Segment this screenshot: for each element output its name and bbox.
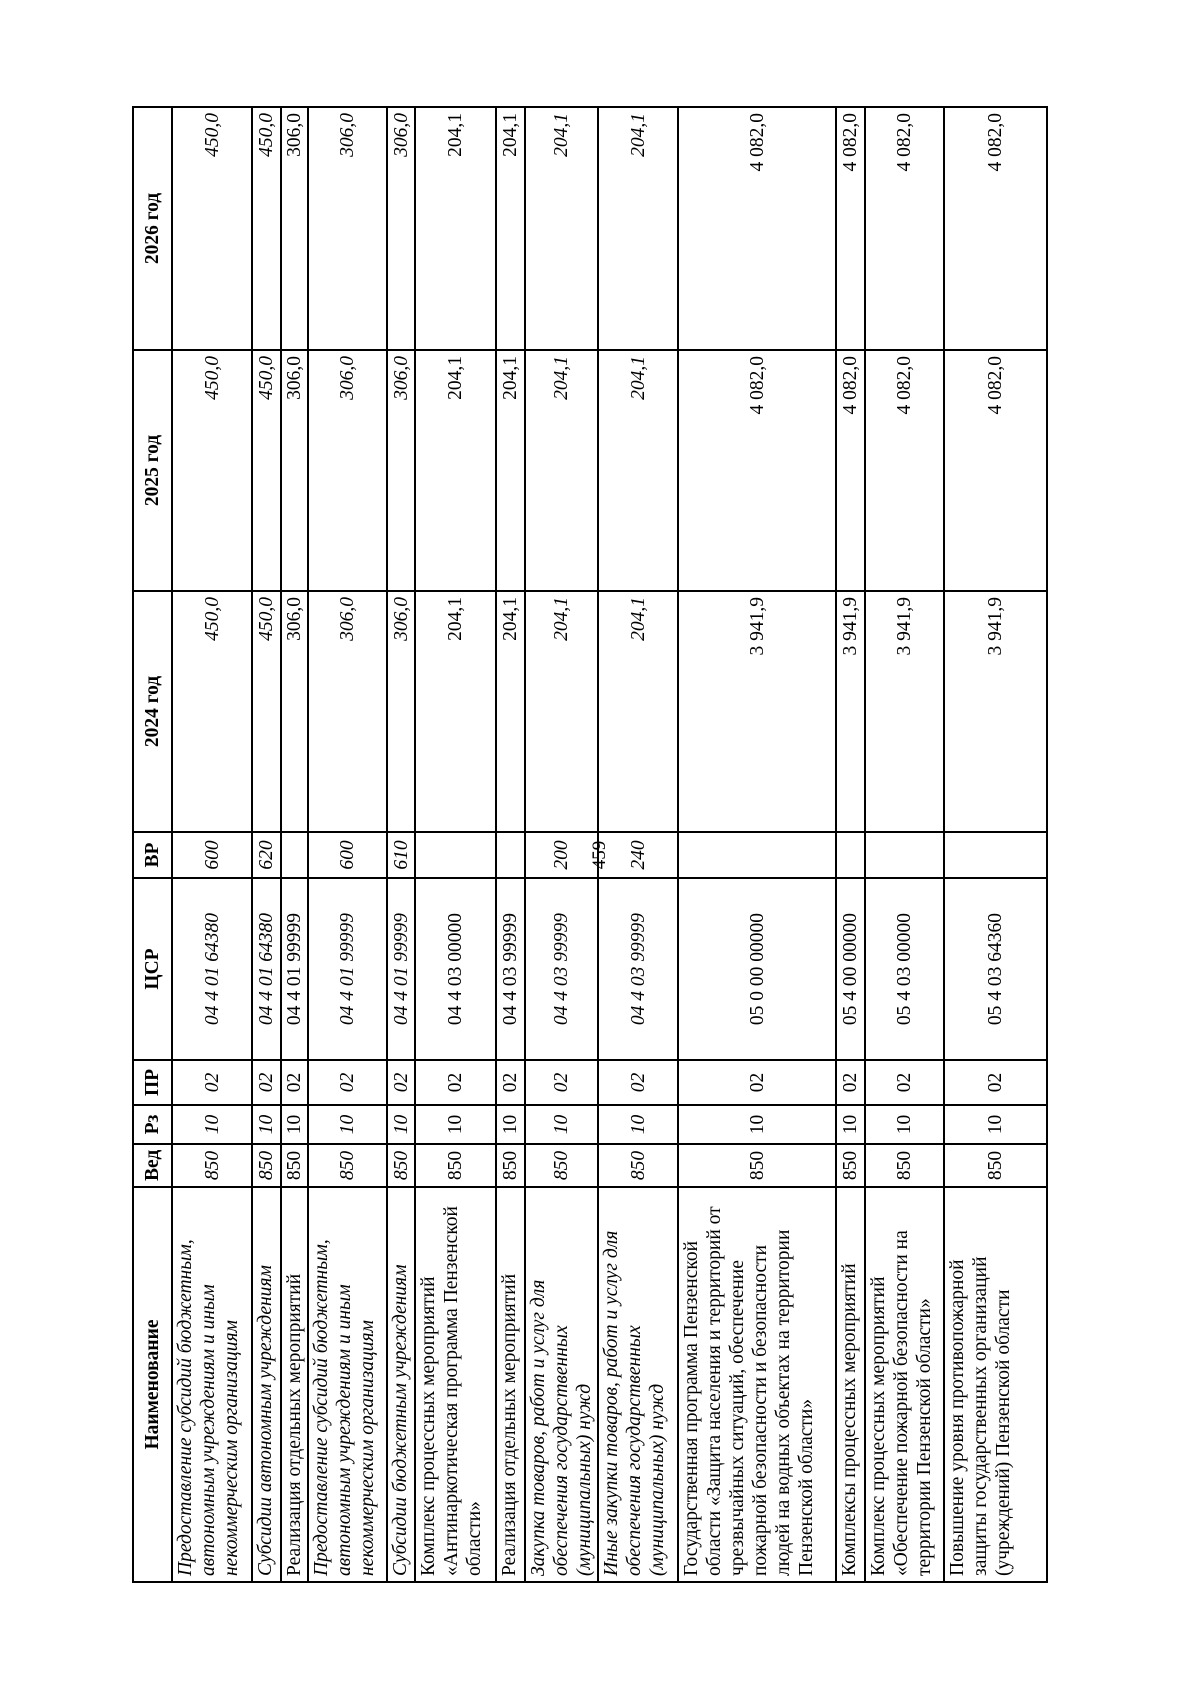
- row-2024: 3 941,9: [836, 591, 865, 832]
- row-2026: 4 082,0: [836, 107, 865, 350]
- row-2025: 450,0: [172, 350, 252, 591]
- row-pr: 02: [525, 1060, 598, 1105]
- row-name: Комплекс процессных мероприятий «Обеспечение пожарной безопасности на территории Пензенской области»: [865, 1187, 944, 1582]
- row-ved: 850: [308, 1144, 387, 1187]
- row-pr: 02: [172, 1060, 252, 1105]
- header-csr: ЦСР: [133, 878, 172, 1060]
- row-2026: 450,0: [252, 107, 281, 350]
- header-rz: Рз: [133, 1105, 172, 1144]
- row-2026: 450,0: [172, 107, 252, 350]
- row-csr: 04 4 03 99999: [525, 878, 598, 1060]
- row-csr: 05 4 03 64360: [944, 878, 1047, 1060]
- page-number: 459: [589, 840, 610, 870]
- row-name: Комплекс процессных мероприятий «Антинаркотическая программа Пензенской области»: [415, 1187, 496, 1582]
- row-name: Предоставление субсидий бюджетным, автономным учреждениям и иным некоммерческим организациям: [172, 1187, 252, 1582]
- row-rz: 10: [598, 1105, 678, 1144]
- table-row: [172, 107, 252, 1582]
- table-row: [836, 107, 865, 1582]
- row-csr: 04 4 01 99999: [308, 878, 387, 1060]
- row-2025: 4 082,0: [836, 350, 865, 591]
- row-2025: 4 082,0: [944, 350, 1047, 591]
- row-csr: 05 4 03 00000: [865, 878, 944, 1060]
- row-2024: 204,1: [496, 591, 525, 832]
- row-name: Комплексы процессных мероприятий: [836, 1187, 865, 1582]
- row-2026: 204,1: [525, 107, 598, 350]
- row-ved: 850: [944, 1144, 1047, 1187]
- row-ved: 850: [865, 1144, 944, 1187]
- row-rz: 10: [281, 1105, 308, 1144]
- row-2026: 204,1: [598, 107, 678, 350]
- row-name: Государственная программа Пензенской области «Защита населения и территорий от чрезвычайных ситуаций, обеспечение пожарной безопасности и безопасности людей на водных объектах на территории Пензенской области»: [678, 1187, 836, 1582]
- row-pr: 02: [308, 1060, 387, 1105]
- row-csr: 05 4 00 00000: [836, 878, 865, 1060]
- table-row: [525, 107, 598, 1582]
- row-pr: 02: [836, 1060, 865, 1105]
- row-ved: 850: [281, 1144, 308, 1187]
- row-2024: 3 941,9: [944, 591, 1047, 832]
- row-2025: 204,1: [598, 350, 678, 591]
- row-name: Реализация отдельных мероприятий: [281, 1187, 308, 1582]
- row-rz: 10: [944, 1105, 1047, 1144]
- row-2026: 4 082,0: [678, 107, 836, 350]
- row-2024: 3 941,9: [678, 591, 836, 832]
- row-pr: 02: [598, 1060, 678, 1105]
- row-pr: 02: [865, 1060, 944, 1105]
- row-vr: [865, 832, 944, 878]
- row-csr: 04 4 03 99999: [496, 878, 525, 1060]
- row-csr: 04 4 01 99999: [281, 878, 308, 1060]
- row-ved: 850: [678, 1144, 836, 1187]
- row-name: Предоставление субсидий бюджетным, автономным учреждениям и иным некоммерческим организациям: [308, 1187, 387, 1582]
- table-row: [308, 107, 387, 1582]
- row-vr: 600: [172, 832, 252, 878]
- row-ved: 850: [836, 1144, 865, 1187]
- row-vr: 200: [525, 832, 598, 878]
- row-rz: 10: [415, 1105, 496, 1144]
- row-vr: [415, 832, 496, 878]
- row-rz: 10: [308, 1105, 387, 1144]
- row-2024: 450,0: [172, 591, 252, 832]
- row-name: Повышение уровня противопожарной защиты государственных организаций (учреждений) Пензенской области: [944, 1187, 1047, 1582]
- row-name: Закупка товаров, работ и услуг для обеспечения государственных (муниципальных) нужд: [525, 1187, 598, 1582]
- row-ved: 850: [415, 1144, 496, 1187]
- row-ved: 850: [387, 1144, 415, 1187]
- row-vr: [836, 832, 865, 878]
- header-row: [133, 107, 172, 1582]
- row-pr: 02: [415, 1060, 496, 1105]
- header-2024: 2024 год: [133, 591, 172, 832]
- row-2025: 204,1: [525, 350, 598, 591]
- table-row: [598, 107, 678, 1582]
- row-2026: 306,0: [281, 107, 308, 350]
- table-row: [944, 107, 1047, 1582]
- row-pr: 02: [678, 1060, 836, 1105]
- header-2026: 2026 год: [133, 107, 172, 350]
- row-2026: 306,0: [308, 107, 387, 350]
- budget-table: [132, 106, 1048, 1583]
- row-ved: 850: [598, 1144, 678, 1187]
- row-rz: 10: [252, 1105, 281, 1144]
- row-pr: 02: [281, 1060, 308, 1105]
- row-name: Реализация отдельных мероприятий: [496, 1187, 525, 1582]
- header-vr: ВР: [133, 832, 172, 878]
- header-pr: ПР: [133, 1060, 172, 1105]
- row-ved: 850: [172, 1144, 252, 1187]
- row-2024: 204,1: [525, 591, 598, 832]
- row-2025: 306,0: [387, 350, 415, 591]
- table-row: [252, 107, 281, 1582]
- row-rz: 10: [836, 1105, 865, 1144]
- row-vr: [944, 832, 1047, 878]
- row-name: Субсидии автономным учреждениям: [252, 1187, 281, 1582]
- row-rz: 10: [387, 1105, 415, 1144]
- row-vr: [281, 832, 308, 878]
- row-vr: 620: [252, 832, 281, 878]
- row-vr: 600: [308, 832, 387, 878]
- row-ved: 850: [252, 1144, 281, 1187]
- row-csr: 04 4 03 00000: [415, 878, 496, 1060]
- row-vr: [678, 832, 836, 878]
- row-pr: 02: [944, 1060, 1047, 1105]
- row-csr: 04 4 01 64380: [252, 878, 281, 1060]
- row-csr: 04 4 01 99999: [387, 878, 415, 1060]
- table-row: [865, 107, 944, 1582]
- row-2025: 450,0: [252, 350, 281, 591]
- header-name: Наименование: [133, 1187, 172, 1582]
- row-2024: 3 941,9: [865, 591, 944, 832]
- row-csr: 04 4 01 64380: [172, 878, 252, 1060]
- row-2026: 4 082,0: [865, 107, 944, 350]
- table-row: [496, 107, 525, 1582]
- table-row: [415, 107, 496, 1582]
- table-row: [387, 107, 415, 1582]
- row-2024: 306,0: [281, 591, 308, 832]
- table-row: [678, 107, 836, 1582]
- row-rz: 10: [496, 1105, 525, 1144]
- row-2025: 306,0: [308, 350, 387, 591]
- row-2025: 4 082,0: [865, 350, 944, 591]
- row-csr: 04 4 03 99999: [598, 878, 678, 1060]
- rotated-table-frame: [132, 108, 1025, 1583]
- row-ved: 850: [525, 1144, 598, 1187]
- row-rz: 10: [865, 1105, 944, 1144]
- row-rz: 10: [678, 1105, 836, 1144]
- budget-table-container: [132, 108, 1025, 1583]
- row-2026: 204,1: [496, 107, 525, 350]
- row-2026: 4 082,0: [944, 107, 1047, 350]
- row-2026: 204,1: [415, 107, 496, 350]
- row-pr: 02: [496, 1060, 525, 1105]
- row-vr: [496, 832, 525, 878]
- row-2024: 204,1: [598, 591, 678, 832]
- row-rz: 10: [525, 1105, 598, 1144]
- row-2025: 204,1: [415, 350, 496, 591]
- row-pr: 02: [252, 1060, 281, 1105]
- row-2025: 306,0: [281, 350, 308, 591]
- row-ved: 850: [496, 1144, 525, 1187]
- row-name: Субсидии бюджетным учреждениям: [387, 1187, 415, 1582]
- row-2025: 204,1: [496, 350, 525, 591]
- row-pr: 02: [387, 1060, 415, 1105]
- table-row: [281, 107, 308, 1582]
- header-2025: 2025 год: [133, 350, 172, 591]
- row-name: Иные закупки товаров, работ и услуг для обеспечения государственных (муниципальных) нужд: [598, 1187, 678, 1582]
- row-vr: 610: [387, 832, 415, 878]
- header-ved: Вед: [133, 1144, 172, 1187]
- row-2025: 4 082,0: [678, 350, 836, 591]
- row-2024: 306,0: [387, 591, 415, 832]
- row-2026: 306,0: [387, 107, 415, 350]
- row-csr: 05 0 00 00000: [678, 878, 836, 1060]
- row-rz: 10: [172, 1105, 252, 1144]
- row-vr: 240: [598, 832, 678, 878]
- row-2024: 450,0: [252, 591, 281, 832]
- row-2024: 306,0: [308, 591, 387, 832]
- row-2024: 204,1: [415, 591, 496, 832]
